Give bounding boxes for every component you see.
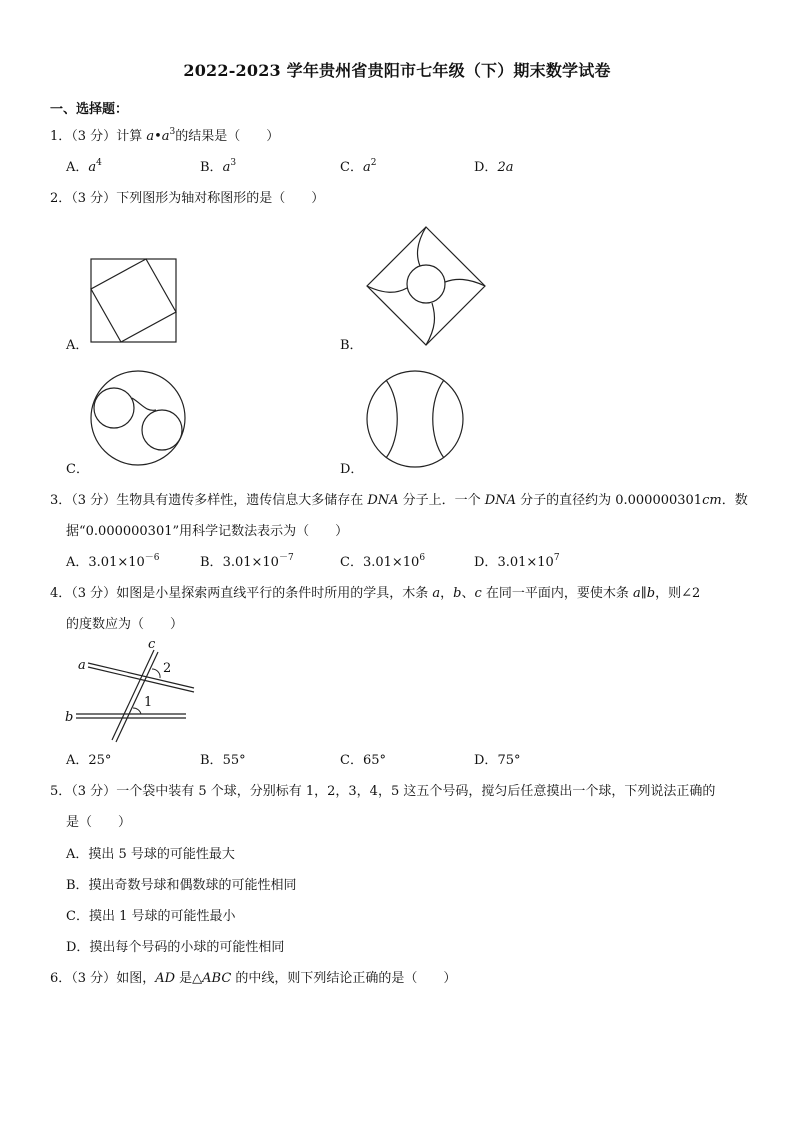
line-label-b: b <box>65 710 74 725</box>
question-number: 4． <box>50 586 72 601</box>
question-score: （3 分） <box>71 191 117 206</box>
option-label: A． <box>66 160 89 175</box>
figure-c-yin-yang-circles <box>90 370 186 466</box>
question-text: 如图是小星探索两直线平行的条件时所用的学具，木条 <box>116 586 433 601</box>
option-value: 3.01×10 <box>362 555 420 570</box>
q4-option-d[interactable] <box>474 751 520 771</box>
q2-option-a[interactable]: A． <box>66 338 89 353</box>
q4-option-b[interactable] <box>200 751 246 771</box>
option-value: 75° <box>497 753 521 768</box>
option-label: C． <box>340 160 363 175</box>
math-var: DNA <box>367 493 399 508</box>
option-label: C． <box>340 753 363 768</box>
figure-b-diamond-pinwheel <box>366 226 486 346</box>
question-score: （3 分） <box>71 971 117 986</box>
question-text: 的结果是（ ） <box>175 129 280 144</box>
question-text: 是△ <box>175 971 203 986</box>
q3-option-c[interactable] <box>340 553 425 573</box>
question-score: （3 分） <box>71 493 117 508</box>
figure-d-baseball-circle <box>366 370 464 468</box>
q3-option-b[interactable] <box>200 553 294 573</box>
math-exponent: 3 <box>169 127 176 137</box>
angle-label-2: 2 <box>163 661 172 676</box>
unit-text: cm <box>702 493 722 508</box>
line-label-a: a <box>78 658 86 673</box>
math-exponent: 4 <box>96 158 102 168</box>
q3-option-d[interactable] <box>474 553 560 573</box>
q4-option-a[interactable] <box>66 751 111 771</box>
figure-q4-lines <box>62 636 202 748</box>
option-value: 3.01×10 <box>497 555 554 570</box>
question-score: （3 分） <box>71 586 117 601</box>
question-text: 下列图形为轴对称图形的是（ ） <box>116 191 325 206</box>
question-5-cont: 是（ ） <box>66 815 132 830</box>
option-value: 25° <box>88 753 112 768</box>
question-text: ，则∠2 <box>655 586 701 601</box>
option-value: 3.01×10 <box>222 555 279 570</box>
question-text: ．数 <box>721 493 748 508</box>
figure-a-square-in-square <box>90 258 178 344</box>
math-var: a <box>432 586 441 601</box>
question-4 <box>50 584 700 604</box>
question-text: 分子上．一个 <box>398 493 485 508</box>
punctuation: ， <box>440 586 454 601</box>
math-var: ABC <box>202 971 232 986</box>
question-text: 的中线，则下列结论正确的是（ ） <box>231 971 457 986</box>
math-var: a <box>146 129 155 144</box>
punctuation: 、 <box>461 586 475 601</box>
option-label: D． <box>474 160 498 175</box>
option-label: B． <box>200 753 223 768</box>
math-var: c <box>474 586 482 601</box>
q3-option-a[interactable] <box>66 553 160 573</box>
option-label: A． <box>66 555 89 570</box>
q1-option-b[interactable] <box>200 158 236 178</box>
question-text: 生物具有遗传多样性，遗传信息大多储存在 <box>116 493 368 508</box>
math-var: DNA <box>484 493 516 508</box>
math-exponent: 2 <box>370 158 377 168</box>
question-1 <box>50 127 279 147</box>
option-value: 65° <box>362 753 386 768</box>
q2-option-d[interactable]: D． <box>340 462 364 477</box>
math-exponent: －7 <box>278 553 294 563</box>
q2-option-c[interactable]: C． <box>66 462 89 477</box>
math-exponent: 7 <box>553 553 560 563</box>
q5-option-a[interactable]: A．摸出 5 号球的可能性最大 <box>66 847 235 862</box>
question-text: 分子的直径约为 0.000000301 <box>515 493 703 508</box>
math-exponent: 3 <box>230 158 237 168</box>
option-label: D． <box>474 555 498 570</box>
question-number: 5． <box>50 784 72 799</box>
question-6 <box>50 969 456 989</box>
page-title: 2022-2023 学年贵州省贵阳市七年级（下）期末数学试卷 <box>183 61 611 80</box>
question-4-cont: 的度数应为（ ） <box>66 617 184 632</box>
question-number: 2． <box>50 191 72 206</box>
q1-option-d[interactable] <box>474 158 513 178</box>
section-heading: 一、选择题： <box>50 102 129 117</box>
question-5 <box>50 782 715 802</box>
question-2 <box>50 189 324 209</box>
option-label: C． <box>340 555 363 570</box>
option-label: B． <box>200 555 223 570</box>
question-text: 一个袋中装有 5 个球，分别标有 1，2，3，4，5 这五个号码，搅匀后任意摸出一个球，下列说法正确的 <box>116 784 716 799</box>
math-op: • <box>154 129 162 144</box>
q2-option-b[interactable]: B． <box>340 338 363 353</box>
q5-option-d[interactable]: D．摸出每个号码的小球的可能性相同 <box>66 940 285 955</box>
question-score: （3 分） <box>71 784 117 799</box>
option-value: a <box>222 160 231 175</box>
q1-option-a[interactable] <box>66 158 102 178</box>
math-expr: a∥b <box>633 586 656 601</box>
question-number: 3． <box>50 493 72 508</box>
math-var: b <box>453 586 462 601</box>
question-text: 计算 <box>116 129 147 144</box>
option-value: 3.01×10 <box>88 555 145 570</box>
option-label: D． <box>474 753 498 768</box>
q5-option-c[interactable]: C．摸出 1 号球的可能性最小 <box>66 909 236 924</box>
option-label: B． <box>200 160 223 175</box>
math-var: AD <box>155 971 176 986</box>
question-number: 6． <box>50 971 72 986</box>
question-text: 在同一平面内，要使木条 <box>481 586 633 601</box>
q1-option-c[interactable] <box>340 158 376 178</box>
question-number: 1． <box>50 129 72 144</box>
q5-option-b[interactable]: B．摸出奇数号球和偶数球的可能性相同 <box>66 878 297 893</box>
math-exponent: －6 <box>144 553 160 563</box>
q4-option-c[interactable] <box>340 751 386 771</box>
question-3-cont: 据“0.000000301”用科学记数法表示为（ ） <box>66 524 349 539</box>
line-label-c: c <box>148 637 156 652</box>
option-value: 55° <box>222 753 246 768</box>
option-label: A． <box>66 753 89 768</box>
question-text: 如图， <box>116 971 156 986</box>
math-exponent: 6 <box>419 553 426 563</box>
option-value: a <box>362 160 371 175</box>
option-value: 2a <box>497 160 514 175</box>
option-value: a <box>88 160 97 175</box>
math-var: a <box>161 129 170 144</box>
question-score: （3 分） <box>71 129 117 144</box>
angle-label-1: 1 <box>144 695 153 710</box>
question-3 <box>50 491 748 511</box>
